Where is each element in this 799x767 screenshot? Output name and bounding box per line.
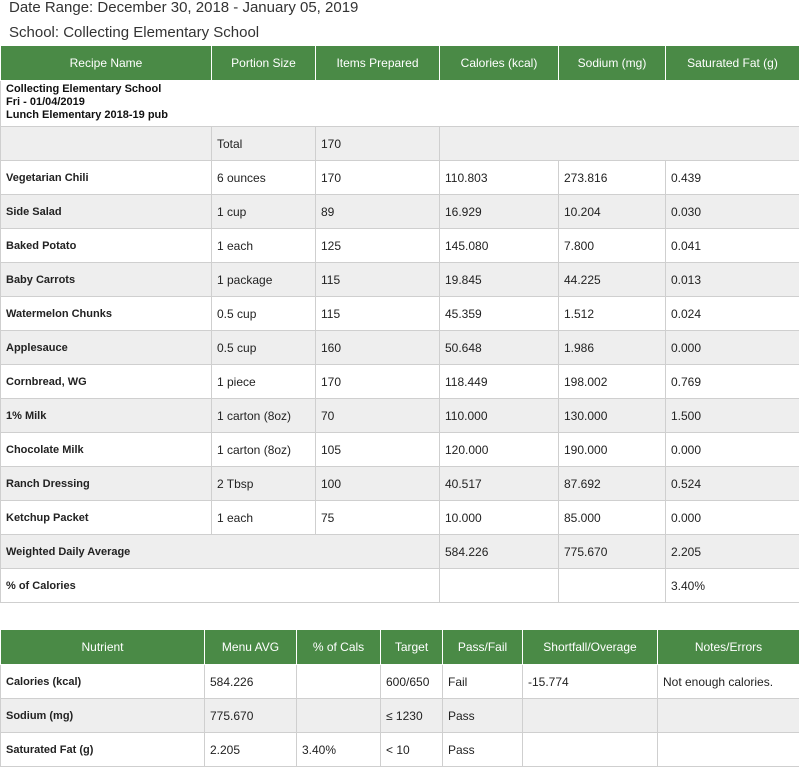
group-date: Fri - 01/04/2019 [6,96,794,109]
table-cell: 87.692 [559,467,666,501]
table-cell [440,127,799,161]
table-cell [440,569,559,603]
table-row [1,297,799,331]
table-cell: 125 [316,229,440,263]
recipe-name-cell: 1% Milk [1,399,212,433]
weighted-avg-sat-fat: 2.205 [666,535,799,569]
table-cell [297,665,381,699]
table-cell: ≤ 1230 [381,699,443,733]
table-cell: 40.517 [440,467,559,501]
table-row [1,365,799,399]
table-cell: 120.000 [440,433,559,467]
table-cell: 10.204 [559,195,666,229]
nutrient-name-cell: Calories (kcal) [1,665,205,699]
recipe-name-cell: Vegetarian Chili [1,161,212,195]
table-row [1,467,799,501]
table-row [1,161,799,195]
table-cell: Pass [443,733,523,767]
table-cell: 0.769 [666,365,799,399]
table-cell: 1 each [212,501,316,535]
column-header-items-prepared[interactable]: Items Prepared [316,46,440,81]
percent-of-calories-row [1,569,799,603]
table-row [1,331,799,365]
pct-calories-sat-fat: 3.40% [666,569,799,603]
table-cell: 0.5 cup [212,331,316,365]
table-cell: Pass [443,699,523,733]
column-header-portion-size[interactable]: Portion Size [212,46,316,81]
table-row [1,229,799,263]
table-cell [658,733,799,767]
menu-table-header-row [1,46,799,81]
table-cell: Not enough calories. [658,665,799,699]
nutrient-name-cell: Sodium (mg) [1,699,205,733]
table-cell: 2 Tbsp [212,467,316,501]
table-cell: 110.803 [440,161,559,195]
group-menu-name: Lunch Elementary 2018-19 pub [6,109,794,122]
recipe-name-cell: Ranch Dressing [1,467,212,501]
table-cell: 1.512 [559,297,666,331]
table-cell: 0.024 [666,297,799,331]
pct-calories-label: % of Calories [1,569,440,603]
table-cell: 1 cup [212,195,316,229]
recipe-name-cell: Watermelon Chunks [1,297,212,331]
table-cell: 3.40% [297,733,381,767]
recipe-name-cell: Chocolate Milk [1,433,212,467]
table-cell [523,733,658,767]
recipe-name-cell: Applesauce [1,331,212,365]
school-heading: School: Collecting Elementary School [9,24,259,41]
table-cell: Fail [443,665,523,699]
recipe-name-cell: Baby Carrots [1,263,212,297]
column-header-target[interactable]: Target [381,630,443,665]
table-row [1,733,799,767]
table-cell: < 10 [381,733,443,767]
table-cell: 50.648 [440,331,559,365]
table-cell: 0.041 [666,229,799,263]
nutrient-table-header-row [1,630,799,665]
table-cell [658,699,799,733]
table-cell: 44.225 [559,263,666,297]
recipe-name-cell: Cornbread, WG [1,365,212,399]
table-cell: 118.449 [440,365,559,399]
table-row [1,501,799,535]
table-row [1,399,799,433]
column-header-sodium[interactable]: Sodium (mg) [559,46,666,81]
total-row [1,127,799,161]
table-row [1,665,799,699]
recipe-name-cell: Side Salad [1,195,212,229]
table-cell: 16.929 [440,195,559,229]
total-label: Total [212,127,316,161]
table-cell: 1 carton (8oz) [212,399,316,433]
table-cell: 75 [316,501,440,535]
recipe-name-cell: Baked Potato [1,229,212,263]
column-header-saturated-fat[interactable]: Saturated Fat (g) [666,46,799,81]
table-cell: 0.013 [666,263,799,297]
menu-nutrition-table [0,45,799,603]
column-header-shortfall-overage[interactable]: Shortfall/Overage [523,630,658,665]
table-cell: 0.439 [666,161,799,195]
table-cell: 273.816 [559,161,666,195]
table-cell: 170 [316,365,440,399]
weighted-daily-average-row [1,535,799,569]
table-cell: 1 carton (8oz) [212,433,316,467]
table-cell: -15.774 [523,665,658,699]
total-items: 170 [316,127,440,161]
table-cell [559,569,666,603]
table-cell: 0.000 [666,501,799,535]
table-cell: 105 [316,433,440,467]
table-cell: 145.080 [440,229,559,263]
table-cell: 584.226 [205,665,297,699]
table-cell: 160 [316,331,440,365]
table-cell: 19.845 [440,263,559,297]
column-header-pass-fail[interactable]: Pass/Fail [443,630,523,665]
table-cell [523,699,658,733]
menu-group-info [1,81,799,127]
table-cell: 1.986 [559,331,666,365]
column-header-recipe-name[interactable]: Recipe Name [1,46,212,81]
table-cell: 1 piece [212,365,316,399]
column-header-calories[interactable]: Calories (kcal) [440,46,559,81]
table-cell: 2.205 [205,733,297,767]
table-row [1,433,799,467]
table-cell: 10.000 [440,501,559,535]
table-cell: 130.000 [559,399,666,433]
table-cell: 1.500 [666,399,799,433]
table-cell [297,699,381,733]
recipe-name-cell: Ketchup Packet [1,501,212,535]
weighted-avg-sodium: 775.670 [559,535,666,569]
table-cell: 170 [316,161,440,195]
weighted-avg-calories: 584.226 [440,535,559,569]
table-cell: 115 [316,297,440,331]
nutrient-name-cell: Saturated Fat (g) [1,733,205,767]
table-cell: 115 [316,263,440,297]
table-cell: 0.524 [666,467,799,501]
table-cell: 600/650 [381,665,443,699]
table-cell: 775.670 [205,699,297,733]
table-cell: 6 ounces [212,161,316,195]
column-header-nutrient[interactable]: Nutrient [1,630,205,665]
table-row [1,699,799,733]
column-header-pct-cals[interactable]: % of Cals [297,630,381,665]
table-cell: 0.5 cup [212,297,316,331]
table-cell: 85.000 [559,501,666,535]
table-cell: 110.000 [440,399,559,433]
table-cell: 7.800 [559,229,666,263]
column-header-menu-avg[interactable]: Menu AVG [205,630,297,665]
table-cell: 1 package [212,263,316,297]
table-cell: 1 each [212,229,316,263]
table-row [1,195,799,229]
table-cell: 100 [316,467,440,501]
table-cell: 0.000 [666,433,799,467]
table-cell: 0.030 [666,195,799,229]
table-cell: 190.000 [559,433,666,467]
table-cell: 45.359 [440,297,559,331]
table-cell: 198.002 [559,365,666,399]
table-row [1,263,799,297]
group-school-name: Collecting Elementary School [6,83,794,96]
table-cell: 89 [316,195,440,229]
nutrient-summary-table [0,629,799,767]
menu-group-row [1,81,799,127]
column-header-notes-errors[interactable]: Notes/Errors [658,630,799,665]
table-cell [1,127,212,161]
date-range-heading: Date Range: December 30, 2018 - January 05, 2019 [9,0,358,16]
weighted-avg-label: Weighted Daily Average [1,535,440,569]
table-cell: 70 [316,399,440,433]
table-cell: 0.000 [666,331,799,365]
